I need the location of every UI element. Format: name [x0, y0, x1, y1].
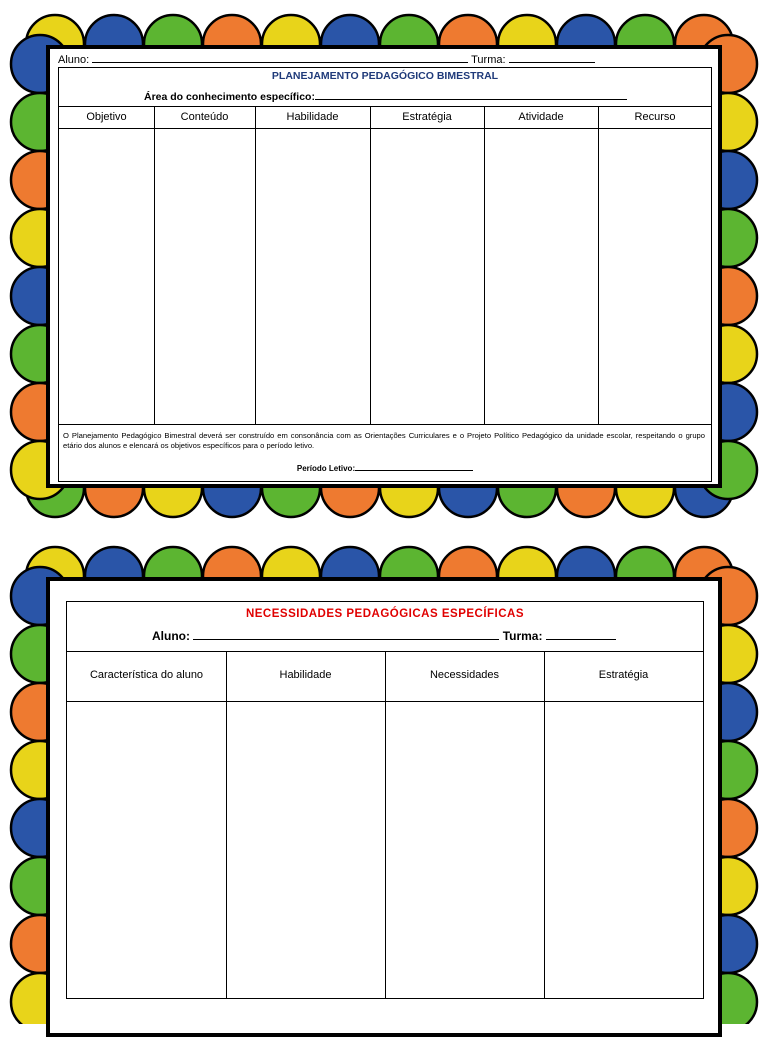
- needs-table: [66, 601, 704, 999]
- period-label: Período Letivo:: [296, 464, 356, 473]
- student-name-field[interactable]: [193, 630, 499, 640]
- student-line: [58, 53, 595, 66]
- column-header-estrategia: Estratégia: [402, 111, 452, 123]
- period-line: [59, 463, 711, 473]
- class-label: Turma:: [502, 629, 543, 643]
- student-label: Aluno:: [58, 54, 90, 66]
- column-header-caracteristica: Característica do aluno: [89, 669, 204, 681]
- column-header-atividade: Atividade: [518, 111, 564, 123]
- class-field[interactable]: [509, 53, 595, 63]
- column-divider: [226, 651, 227, 998]
- column-header-necessidades: Necessidades: [429, 669, 500, 681]
- column-header-estrategia: Estratégia: [598, 669, 649, 681]
- needs-form-card: [0, 530, 768, 1024]
- student-name-field[interactable]: [92, 53, 468, 63]
- column-header-objetivo: Objetivo: [86, 111, 127, 123]
- knowledge-area-field[interactable]: [315, 90, 627, 100]
- column-divider: [598, 106, 599, 424]
- note-text: O Planejamento Pedagógico Bimestral deverá ser construído em consonância com as Orientações Curriculares e o Projeto Político Pedagógico da unidade escolar, respeitando o grupo etário dos alunos e elencará os objetivos específicos para o período letivo.: [63, 431, 705, 450]
- column-divider: [154, 106, 155, 424]
- class-label: Turma:: [471, 54, 506, 66]
- column-header-habilidade: Habilidade: [286, 111, 339, 123]
- student-label: Aluno:: [152, 629, 190, 643]
- column-divider: [544, 651, 545, 998]
- column-header-conteudo: Conteúdo: [180, 111, 229, 123]
- form-title: NECESSIDADES PEDAGÓGICAS ESPECÍFICAS: [245, 608, 525, 620]
- needs-form-paper: [46, 577, 722, 1037]
- form-title: PLANEJAMENTO PEDAGÓGICO BIMESTRAL: [271, 70, 499, 82]
- table-header: [59, 106, 711, 129]
- knowledge-area-label: Área do conhecimento específico:: [144, 91, 315, 103]
- knowledge-area-line: [144, 90, 627, 103]
- column-divider: [255, 106, 256, 424]
- planning-form-paper: [46, 45, 722, 488]
- class-field[interactable]: [546, 630, 616, 640]
- column-header-habilidade: Habilidade: [279, 669, 332, 681]
- note-box: [59, 424, 711, 482]
- column-divider: [484, 106, 485, 424]
- student-line: [152, 629, 616, 643]
- column-header-recurso: Recurso: [634, 111, 676, 123]
- planning-table: [58, 67, 712, 482]
- column-divider: [370, 106, 371, 424]
- column-divider: [385, 651, 386, 998]
- period-field[interactable]: [355, 463, 473, 471]
